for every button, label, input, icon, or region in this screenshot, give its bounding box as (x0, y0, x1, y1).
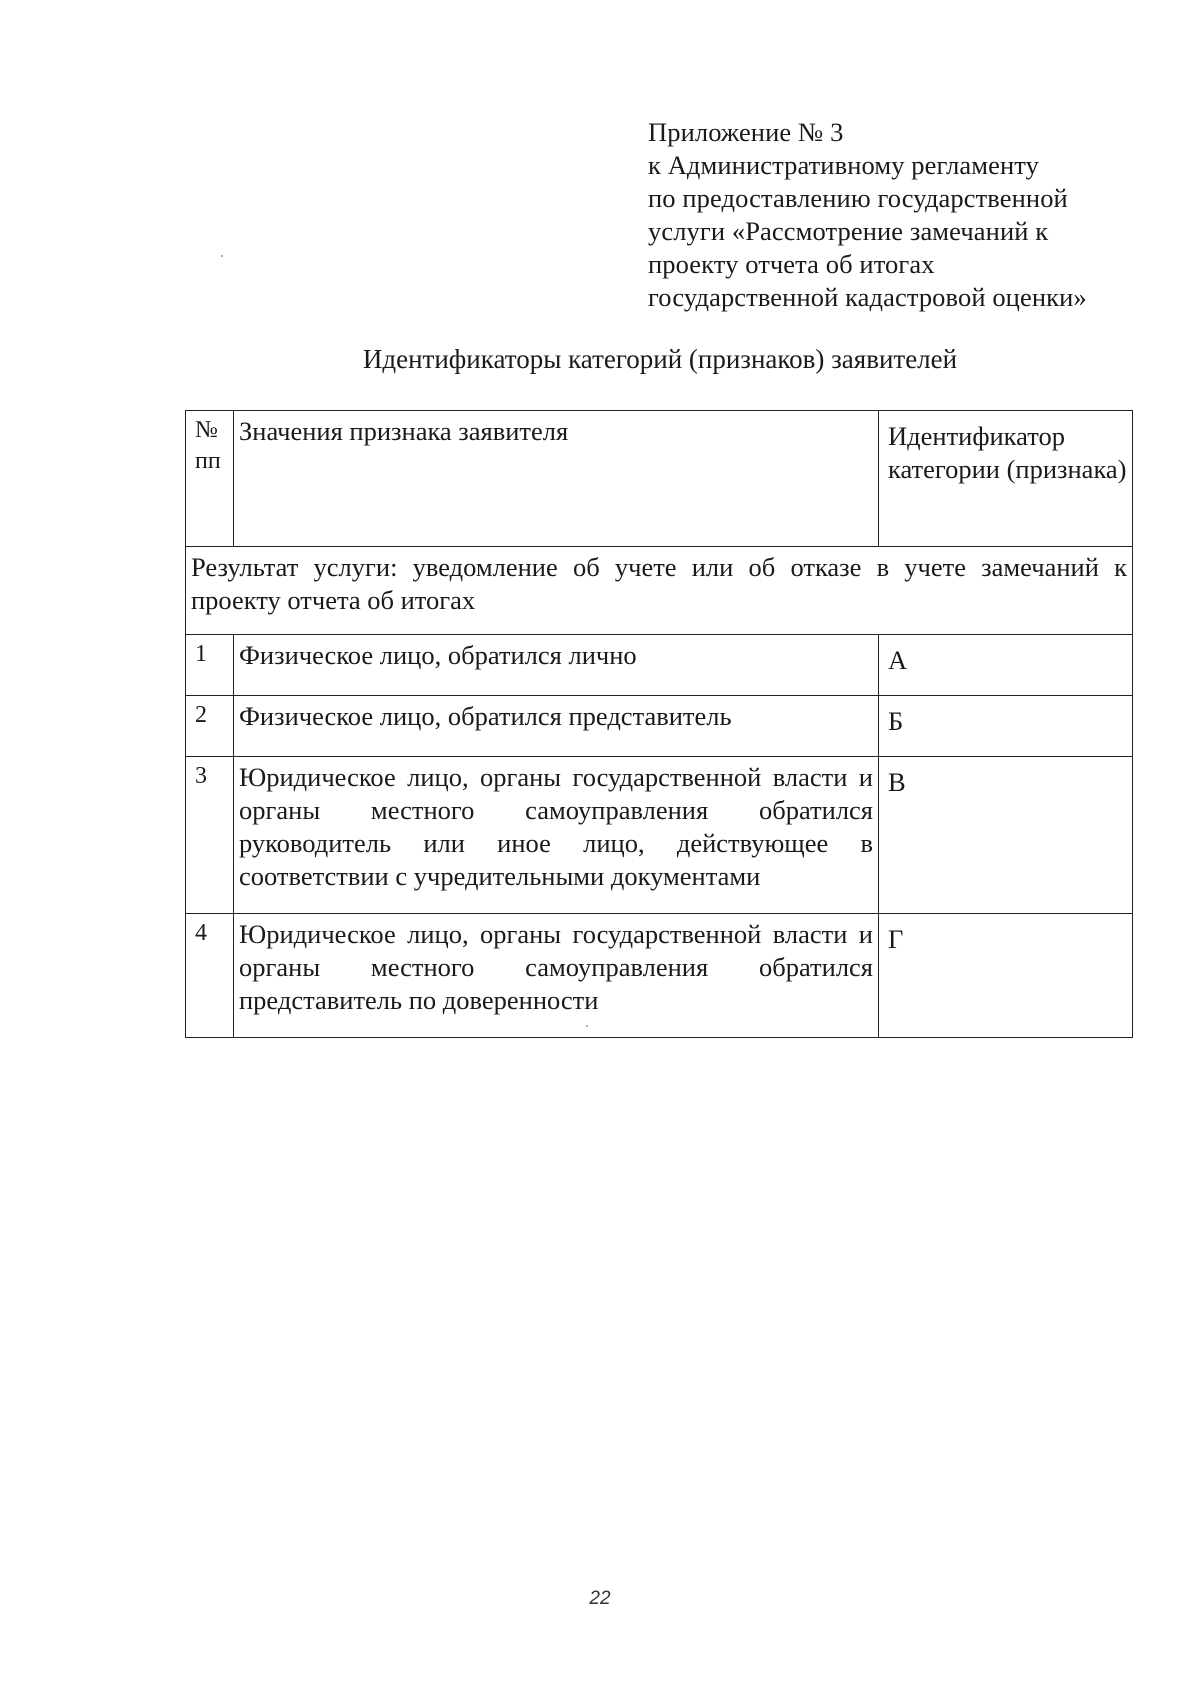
row-id: В (879, 757, 1133, 914)
row-value: Физическое лицо, обратился лично (234, 635, 879, 696)
categories-table (185, 410, 1133, 1038)
table-row (186, 635, 1133, 696)
result-cell: Результат услуги: уведомление об учете или об отказе в учете замечаний к проекту отчета об итогах (186, 547, 1133, 635)
appendix-line: услуги «Рассмотрение замечаний к (648, 216, 1049, 246)
result-row (186, 547, 1133, 635)
page-number: 22 (589, 1588, 611, 1609)
appendix-line: государственной кадастровой оценки» (648, 282, 1087, 312)
header-num: № пп (186, 411, 234, 547)
row-value: Юридическое лицо, органы государственной власти и органы местного самоуправления обратился руководитель или иное лицо, действующее в соответствии с учредительными документами (234, 757, 879, 914)
row-value: Юридическое лицо, органы государственной власти и органы местного самоуправления обратился представитель по доверенности (234, 914, 879, 1038)
appendix-line: проекту отчета об итогах (648, 249, 935, 279)
header-id: Идентификатор категории (признака) (879, 411, 1133, 547)
row-id: Г (879, 914, 1133, 1038)
row-num: 4 (186, 914, 234, 1038)
table-row (186, 914, 1133, 1038)
header-value: Значения признака заявителя (234, 411, 879, 547)
row-num: 1 (186, 635, 234, 696)
appendix-line: к Административному регламенту (648, 150, 1039, 180)
document-title: Идентификаторы категорий (признаков) заявителей (362, 344, 958, 374)
table-header-row (186, 411, 1133, 547)
row-num: 3 (186, 757, 234, 914)
appendix-note (648, 116, 1168, 314)
table-row (186, 696, 1133, 757)
scan-speck (586, 1025, 588, 1027)
appendix-line: Приложение № 3 (648, 117, 844, 147)
row-id: А (879, 635, 1133, 696)
scan-speck (221, 255, 223, 257)
table-row (186, 757, 1133, 914)
appendix-line: по предоставлению государственной (648, 183, 1068, 213)
row-num: 2 (186, 696, 234, 757)
row-value: Физическое лицо, обратился представитель (234, 696, 879, 757)
row-id: Б (879, 696, 1133, 757)
